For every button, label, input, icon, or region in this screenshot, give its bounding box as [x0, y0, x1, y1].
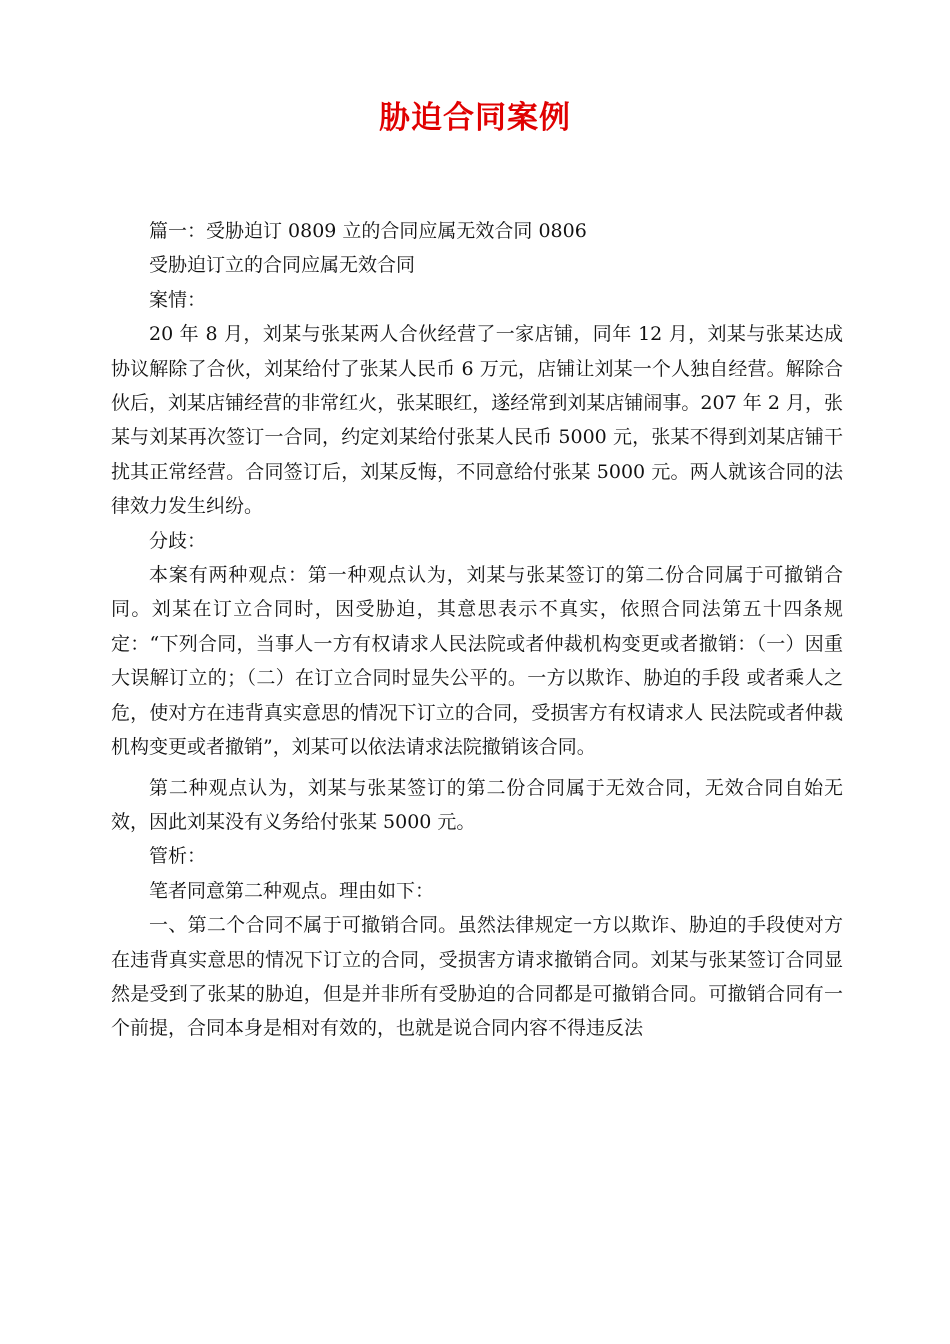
paragraph-section-heading: 篇一：受胁迫订 0809 立的合同应属无效合同 0806 — [149, 220, 587, 242]
paragraph-second-view: 第二种观点认为，刘某与张某签订的第二份合同属于无效合同，无效合同自始无效，因此刘某没有义务给付张某 5000 元。 — [111, 776, 843, 833]
paragraph-author-opinion: 笔者同意第二种观点。理由如下： — [149, 879, 435, 902]
paragraph-subtitle: 受胁迫订立的合同应属无效合同 — [149, 254, 416, 277]
paragraph-first-view: 本案有两种观点：第一种观点认为，刘某与张某签订的第二份合同属于可撤销合同。刘某在订立合同时，因受胁迫，其意思表示不真实，依照合同法第五十四条规定：“下列合同，当事人一方有权请求人民法院或者仲裁机构变更或者撤销：（一）因重大误解订立的；（二）在订立合同时显失公平的。一方以欺诈、胁迫的手段 或者乘人之危，使对方在违背真实意思的情况下订立的合同，受损害方有权请求人 民法院或者仲裁机构变更或者撤销”，刘某可以依法请求法院撤销该合同。 — [111, 564, 843, 759]
paragraph-analysis-label: 管析： — [149, 845, 207, 868]
document-title: 胁迫合同案例 — [379, 100, 571, 136]
paragraph-reason-one: 一、第二个合同不属于可撤销合同。虽然法律规定一方以欺诈、胁迫的手段使对方在违背真实意思的情况下订立的合同，受损害方请求撤销合同。刘某与张某签订合同显然是受到了张某的胁迫，但是并非所有受胁迫的合同都是可撤销合同。可撤销合同有一个前提，合同本身是相对有效的，也就是说合同内容不得违反法 — [111, 914, 843, 1040]
paragraph-case-label: 案情： — [149, 288, 207, 311]
document-body — [111, 214, 843, 1046]
paragraph-case-facts: 20 年 8 月，刘某与张某两人合伙经营了一家店铺，同年 12 月，刘某与张某达成协议解除了合伙，刘某给付了张某人民币 6 万元，店铺让刘某一个人独自经营。解除合伙后，刘某店铺经营的非常红火，张某眼红，遂经常到刘某店铺闹事。207 年 2 月，张某与刘某再次签订一合同，约定刘某给付张某人民币 5000 元，张某不得到刘某店铺干扰其正常经营。合同签订后，刘某反悔，不同意给付张某 5000 元。两人就该合同的法律效力发生纠纷。 — [111, 323, 843, 518]
paragraph-dispute-label: 分歧： — [149, 529, 207, 552]
